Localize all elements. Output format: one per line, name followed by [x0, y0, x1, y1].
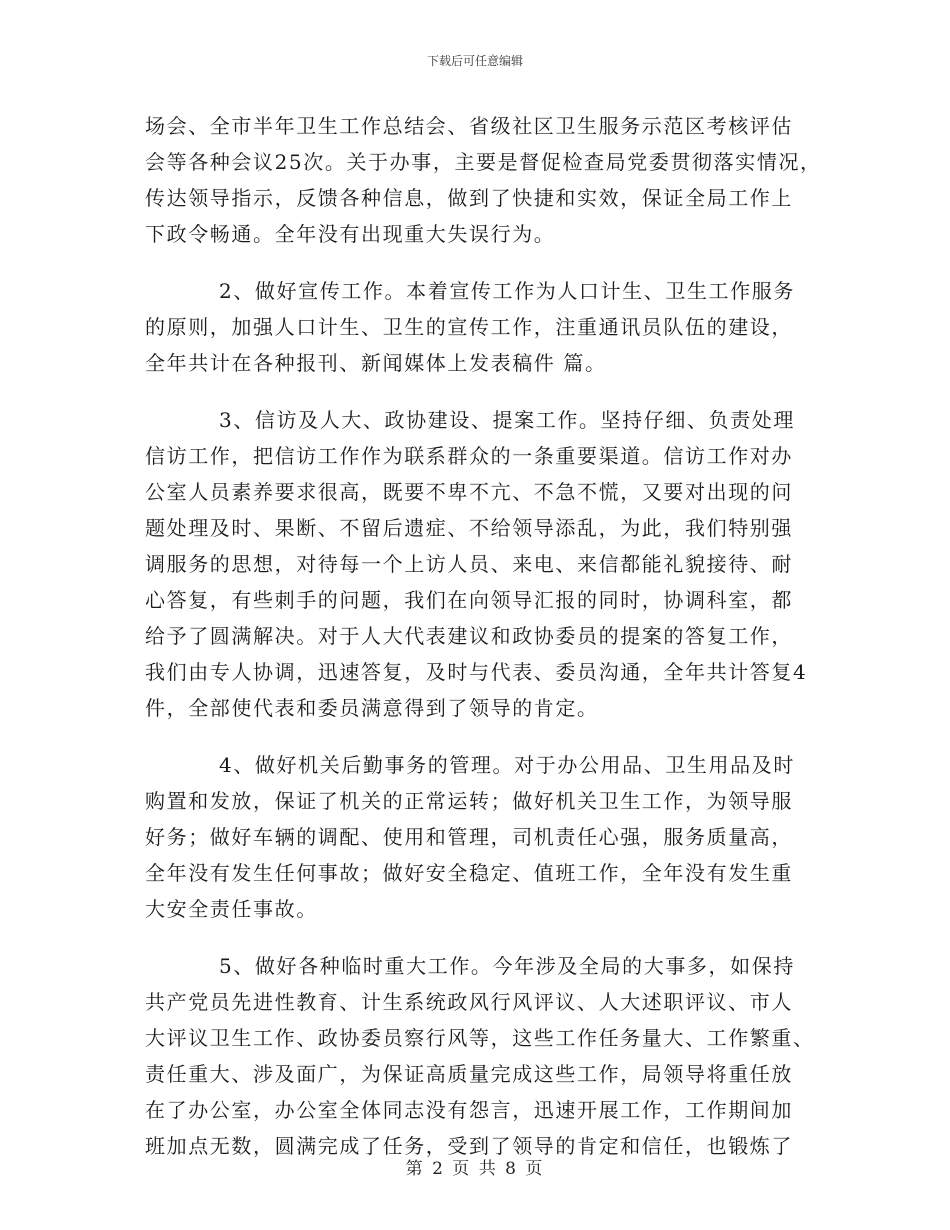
text-line: 大评议卫生工作、政协委员察行风等，这些工作任务量大、工作繁重、	[145, 1026, 815, 1050]
text-line: 2、做好宣传工作。本着宣传工作为人口计生、卫生工作服务	[219, 279, 795, 303]
text-line: 全年共计在各种报刊、新闻媒体上发表稿件 篇。	[145, 351, 607, 375]
page-header: 下载后可任意编辑	[426, 54, 523, 68]
text-line: 班加点无数，圆满完成了任务，受到了领导的肯定和信任，也锻炼了	[145, 1134, 793, 1158]
text-line: 件，全部使代表和委员满意得到了领导的肯定。	[145, 696, 599, 720]
paragraph	[145, 273, 813, 381]
text-line: 购置和发放，保证了机关的正常运转；做好机关卫生工作，为领导服	[145, 789, 793, 813]
text-line: 全年没有发生任何事故；做好安全稳定、值班工作，全年没有发生重	[145, 861, 793, 885]
text-line: 责任重大、涉及面广，为保证高质量完成这些工作，局领导将重任放	[145, 1062, 793, 1086]
paragraph	[145, 948, 813, 1164]
text-line: 题处理及时、果断、不留后遗症、不给领导添乱，为此，我们特别强	[145, 516, 793, 540]
text-line: 的原则，加强人口计生、卫生的宣传工作，注重通讯员队伍的建设，	[145, 315, 793, 339]
paragraph	[145, 747, 813, 927]
text-line: 4、做好机关后勤事务的管理。对于办公用品、卫生用品及时	[219, 753, 795, 777]
text-line: 信访工作，把信访工作作为联系群众的一条重要渠道。信访工作对办	[145, 444, 793, 468]
text-line: 给予了圆满解决。对于人大代表建议和政协委员的提案的答复工作，	[145, 624, 793, 648]
text-line: 在了办公室，办公室全体同志没有怨言，迅速开展工作，工作期间加	[145, 1098, 793, 1122]
text-line: 我们由专人协调，迅速答复，及时与代表、委员沟通，全年共计答复4	[145, 660, 808, 684]
text-line: 3、信访及人大、政协建设、提案工作。坚持仔细、负责处理	[219, 408, 795, 432]
paragraph	[145, 402, 813, 726]
text-line: 场会、全市半年卫生工作总结会、省级社区卫生服务示范区考核评估	[145, 114, 793, 138]
text-line: 公室人员素养要求很高，既要不卑不亢、不急不慌，又要对出现的问	[145, 480, 793, 504]
document-body	[145, 108, 822, 1164]
text-line: 好务；做好车辆的调配、使用和管理，司机责任心强，服务质量高，	[145, 825, 793, 849]
text-line: 传达领导指示，反馈各种信息，做到了快捷和实效，保证全局工作上	[145, 186, 793, 210]
text-line: 共产党员先进性教育、计生系统政风行风评议、人大述职评议、市人	[145, 990, 793, 1014]
paragraph	[145, 108, 822, 252]
text-line: 调服务的思想，对待每一个上访人员、来电、来信都能礼貌接待、耐	[145, 552, 793, 576]
text-line: 会等各种会议25次。关于办事，主要是督促检查局党委贯彻落实情况，	[145, 150, 822, 174]
text-line: 5、做好各种临时重大工作。今年涉及全局的大事多，如保持	[219, 954, 795, 978]
text-line: 心答复，有些刺手的问题，我们在向领导汇报的同时，协调科室，都	[145, 588, 793, 612]
text-line: 下政令畅通。全年没有出现重大失误行为。	[145, 222, 556, 246]
page-number-footer: 第 2 页 共 8 页	[405, 1159, 545, 1179]
text-line: 大安全责任事故。	[145, 897, 318, 921]
